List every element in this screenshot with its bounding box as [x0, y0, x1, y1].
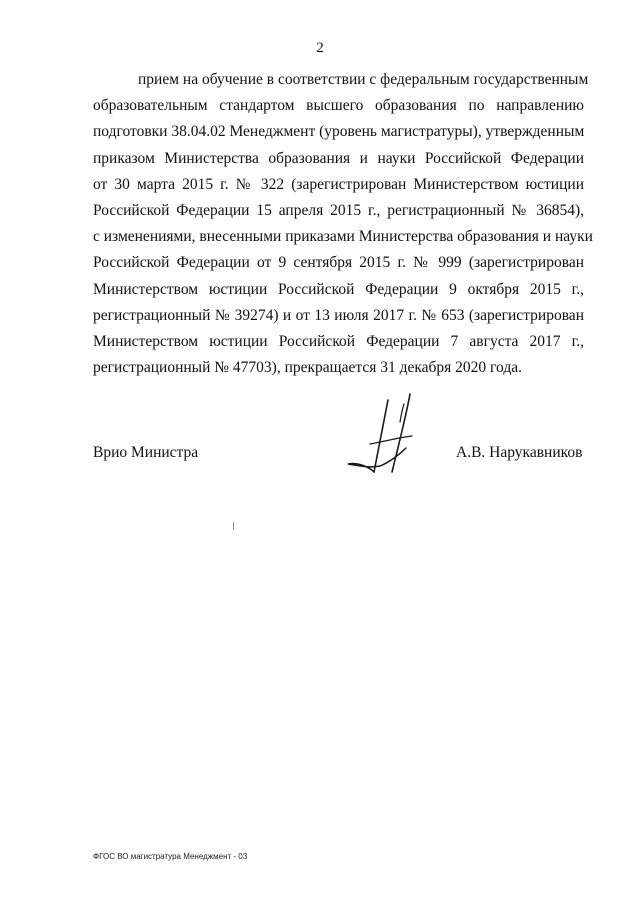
handwritten-signature — [340, 392, 430, 482]
body-line: регистрационный № 47703), прекращается 31 декабря 2020 года. — [93, 359, 522, 377]
body-paragraph — [93, 67, 593, 381]
body-line: Российской Федерации от 9 сентября 2015 г. № 999 (зарегистрирован — [93, 254, 584, 272]
body-line: прием на обучение в соответствии с федеральным государственным — [138, 71, 589, 88]
signatory-role: Врио Министра — [93, 444, 199, 461]
body-line: приказом Министерства образования и науки Российской Федерации — [93, 149, 584, 167]
body-line: Министерством юстиции Российской Федерации 9 октября 2015 г., — [93, 280, 584, 298]
body-line: регистрационный № 39274) и от 13 июля 2017 г. № 653 (зарегистрирован — [93, 306, 584, 324]
body-line: образовательным стандартом высшего образования по направлению — [93, 97, 584, 115]
body-line: с изменениями, внесенными приказами Министерства образования и науки — [93, 228, 593, 246]
body-line: подготовки 38.04.02 Менеджмент (уровень магистратуры), утвержденным — [93, 123, 585, 141]
page-number: 2 — [316, 40, 324, 56]
body-line: Российской Федерации 15 апреля 2015 г., регистрационный № 36854), — [93, 202, 584, 220]
body-line: от 30 марта 2015 г. № 322 (зарегистрирован Министерством юстиции — [93, 175, 584, 193]
signatory-name: А.В. Нарукавников — [456, 444, 583, 461]
document-footer: ФГОС ВО магистратура Менеджмент - 03 — [93, 852, 248, 861]
scan-mark — [233, 522, 234, 530]
body-line: Министерством юстиции Российской Федерации 7 августа 2017 г., — [93, 333, 584, 351]
